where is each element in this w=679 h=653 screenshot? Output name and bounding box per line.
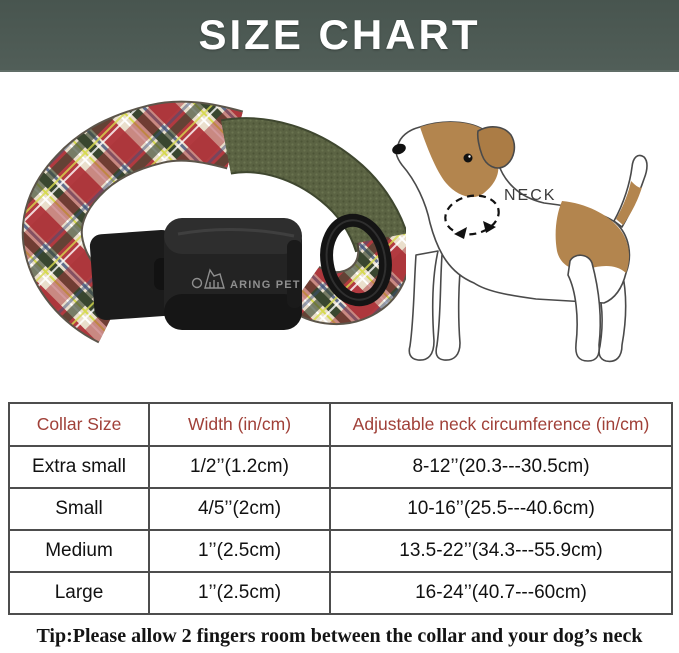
cell-size: Medium [9, 530, 149, 572]
table-row-medium [9, 530, 672, 572]
cell-size: Small [9, 488, 149, 530]
cell-size: Large [9, 572, 149, 614]
cell-neck: 13.5-22’’(34.3---55.9cm) [330, 530, 672, 572]
cell-width: 1/2’’(1.2cm) [149, 446, 330, 488]
collar-product-image [6, 92, 406, 400]
size-chart-table [8, 402, 673, 615]
fit-tip-text: Tip:Please allow 2 fingers room between the collar and your dog’s neck [36, 625, 643, 647]
dog-figure [386, 103, 679, 383]
cell-neck: 8-12’’(20.3---30.5cm) [330, 446, 672, 488]
page-title: SIZE CHART [198, 11, 481, 58]
cell-width: 1’’(2.5cm) [149, 572, 330, 614]
cell-width: 4/5’’(2cm) [149, 488, 330, 530]
buckle [89, 218, 302, 330]
dog-eye-highlight [468, 155, 470, 157]
cell-neck: 16-24’’(40.7---60cm) [330, 572, 672, 614]
cell-width: 1’’(2.5cm) [149, 530, 330, 572]
dog-eye [464, 154, 473, 163]
cell-neck: 10-16’’(25.5---40.6cm) [330, 488, 672, 530]
product-hero [0, 72, 679, 402]
col-header-neck-circumference: Adjustable neck circumference (in/cm) [330, 403, 672, 446]
buckle-brand-text: ARING PET [230, 279, 301, 291]
cell-size: Extra small [9, 446, 149, 488]
col-header-collar-size: Collar Size [9, 403, 149, 446]
col-header-width: Width (in/cm) [149, 403, 330, 446]
header-banner [0, 0, 679, 72]
table-row-large [9, 572, 672, 614]
dog-front-leg-near [409, 251, 438, 360]
table-header-row [9, 403, 672, 446]
table-row-small [9, 488, 672, 530]
table-row-extra-small [9, 446, 672, 488]
neck-label: NECK [504, 187, 557, 204]
